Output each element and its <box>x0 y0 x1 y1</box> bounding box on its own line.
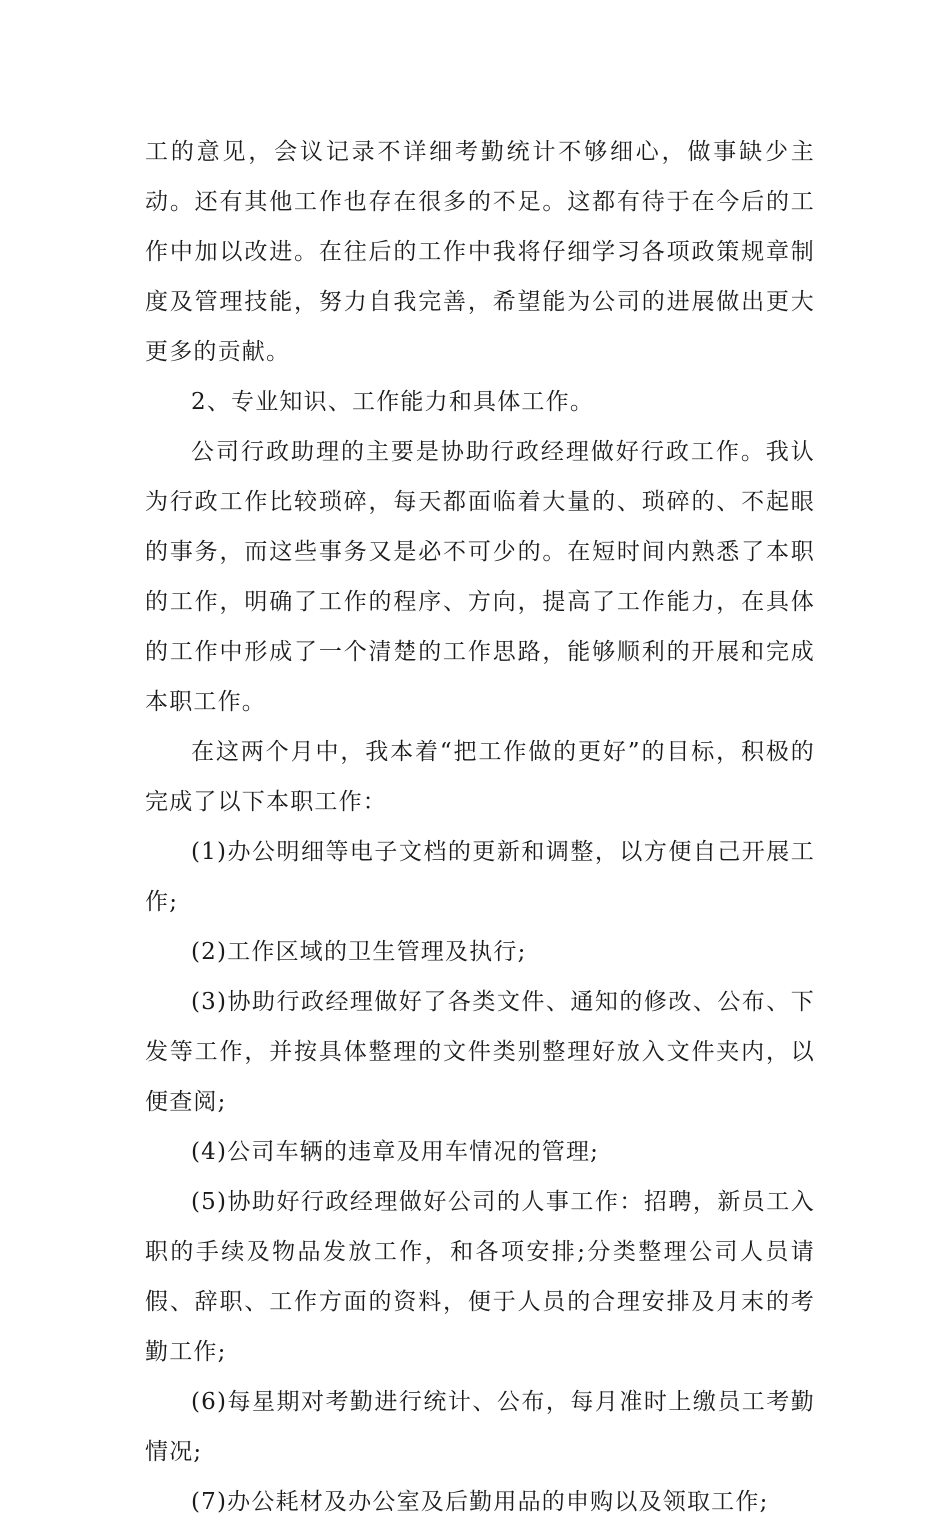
paragraph-intro-list: 在这两个月中，我本着“把工作做的更好”的目标，积极的完成了以下本职工作： <box>145 739 815 815</box>
list-item: (2)工作区域的卫生管理及执行; <box>191 939 527 965</box>
paragraph-role-description: 公司行政助理的主要是协助行政经理做好行政工作。我认为行政工作比较琐碎，每天都面临着大量的、琐碎的、不起眼的事务，而这些事务又是必不可少的。在短时间内熟悉了本职的工作，明确了工作的程序、方向，提高了工作能力，在具体的工作中形成了一个清楚的工作思路，能够顺利的开展和完成本职工作。 <box>145 439 815 715</box>
list-item: (7)办公耗材及办公室及后勤用品的申购以及领取工作; <box>191 1489 769 1515</box>
list-item: (5)协助好行政经理做好公司的人事工作：招聘，新员工入职的手续及物品发放工作，和各项安排;分类整理公司人员请假、辞职、工作方面的资料，便于人员的合理安排及月末的考勤工作; <box>145 1189 815 1365</box>
section-heading: 2、专业知识、工作能力和具体工作。 <box>191 389 595 415</box>
paragraph-continuation: 工的意见，会议记录不详细考勤统计不够细心，做事缺少主动。还有其他工作也存在很多的不足。这都有待于在今后的工作中加以改进。在往后的工作中我将仔细学习各项政策规章制度及管理技能，努力自我完善，希望能为公司的进展做出更大更多的贡献。 <box>145 139 815 365</box>
list-item: (4)公司车辆的违章及用车情况的管理; <box>191 1139 600 1165</box>
list-item: (6)每星期对考勤进行统计、公布，每月准时上缴员工考勤情况; <box>145 1389 815 1465</box>
list-item: (1)办公明细等电子文档的更新和调整，以方便自己开展工作; <box>145 839 815 915</box>
document-body <box>145 127 815 1527</box>
list-item: (3)协助行政经理做好了各类文件、通知的修改、公布、下发等工作，并按具体整理的文件类别整理好放入文件夹内，以便查阅; <box>145 989 815 1115</box>
